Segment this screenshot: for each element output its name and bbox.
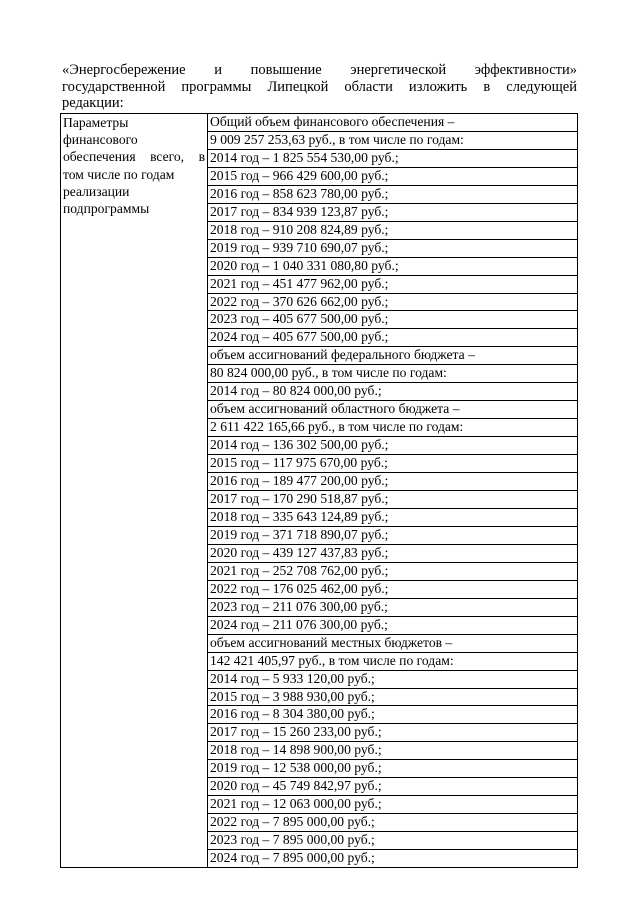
financing-line: 2016 год – 858 623 780,00 руб.; bbox=[208, 186, 577, 204]
financing-line: 2023 год – 405 677 500,00 руб.; bbox=[208, 311, 577, 329]
financing-lines-list bbox=[210, 114, 575, 867]
financing-line: 2023 год – 211 076 300,00 руб.; bbox=[208, 599, 577, 617]
financing-line: 2024 год – 7 895 000,00 руб.; bbox=[210, 850, 375, 866]
parameter-label-line: Параметры bbox=[63, 115, 129, 130]
financing-line: объем ассигнований областного бюджета – bbox=[208, 401, 577, 419]
financing-line: 2020 год – 45 749 842,97 руб.; bbox=[208, 778, 577, 796]
intro-line-2: государственной программы Липецкой области изложить в следующей bbox=[62, 78, 577, 95]
financing-line: 2014 год – 80 824 000,00 руб.; bbox=[208, 383, 577, 401]
financing-line: 2016 год – 8 304 380,00 руб.; bbox=[208, 706, 577, 724]
intro-line-3: редакции: bbox=[62, 95, 124, 111]
parameter-label-line: том числе по годам bbox=[63, 166, 175, 182]
financing-line: 2015 год – 3 988 930,00 руб.; bbox=[208, 689, 577, 707]
intro-line-1: «Энергосбережение и повышение энергетической эффективности» bbox=[62, 62, 577, 78]
financing-line: 80 824 000,00 руб., в том числе по годам: bbox=[208, 365, 577, 383]
financing-line: Общий объем финансового обеспечения – bbox=[208, 114, 577, 132]
financing-line: 2019 год – 12 538 000,00 руб.; bbox=[208, 760, 577, 778]
financing-line: 2015 год – 966 429 600,00 руб.; bbox=[208, 168, 577, 186]
financing-line: 2021 год – 451 477 962,00 руб.; bbox=[208, 276, 577, 294]
financing-line: 2017 год – 15 260 233,00 руб.; bbox=[208, 724, 577, 742]
financing-line: 2019 год – 371 718 890,07 руб.; bbox=[208, 527, 577, 545]
financing-line: 9 009 257 253,63 руб., в том числе по годам: bbox=[208, 132, 577, 150]
financing-line: 2022 год – 7 895 000,00 руб.; bbox=[208, 814, 577, 832]
financing-line: 2020 год – 439 127 437,83 руб.; bbox=[208, 545, 577, 563]
parameter-label-line: реализации bbox=[63, 183, 130, 199]
financing-line: 2022 год – 370 626 662,00 руб.; bbox=[208, 294, 577, 312]
financing-line: 2 611 422 165,66 руб., в том числе по годам: bbox=[208, 419, 577, 437]
financing-line: 2018 год – 910 208 824,89 руб.; bbox=[208, 222, 577, 240]
financing-line: объем ассигнований федерального бюджета – bbox=[208, 347, 577, 365]
parameter-label-line: обеспечения всего, в bbox=[63, 149, 205, 165]
financing-line: 2024 год – 405 677 500,00 руб.; bbox=[208, 329, 577, 347]
financing-line: 2024 год – 211 076 300,00 руб.; bbox=[208, 617, 577, 635]
financing-line: 2015 год – 117 975 670,00 руб.; bbox=[208, 455, 577, 473]
financing-line: 2018 год – 14 898 900,00 руб.; bbox=[208, 742, 577, 760]
financing-line: 2017 год – 170 290 518,87 руб.; bbox=[208, 491, 577, 509]
financing-line: 2014 год – 1 825 554 530,00 руб.; bbox=[208, 150, 577, 168]
financing-values-cell bbox=[208, 114, 578, 868]
table-row bbox=[61, 114, 578, 868]
financing-line: 2014 год – 136 302 500,00 руб.; bbox=[208, 437, 577, 455]
parameter-label-line: подпрограммы bbox=[63, 201, 150, 217]
intro-paragraph bbox=[62, 62, 577, 112]
financing-line: 2021 год – 12 063 000,00 руб.; bbox=[208, 796, 577, 814]
parameters-cell bbox=[61, 114, 208, 868]
financing-line: 2021 год – 252 708 762,00 руб.; bbox=[208, 563, 577, 581]
financing-line: 142 421 405,97 руб., в том числе по годам: bbox=[208, 653, 577, 671]
financing-line: объем ассигнований местных бюджетов – bbox=[208, 635, 577, 653]
financing-line: 2014 год – 5 933 120,00 руб.; bbox=[208, 671, 577, 689]
parameter-label-line: финансового bbox=[63, 132, 138, 148]
financing-line: 2016 год – 189 477 200,00 руб.; bbox=[208, 473, 577, 491]
financing-line: 2023 год – 7 895 000,00 руб.; bbox=[208, 832, 577, 850]
financing-line: 2020 год – 1 040 331 080,80 руб.; bbox=[208, 258, 577, 276]
financing-line: 2019 год – 939 710 690,07 руб.; bbox=[208, 240, 577, 258]
financing-line: 2018 год – 335 643 124,89 руб.; bbox=[208, 509, 577, 527]
financing-line: 2017 год – 834 939 123,87 руб.; bbox=[208, 204, 577, 222]
financing-table bbox=[60, 113, 578, 868]
financing-line: 2022 год – 176 025 462,00 руб.; bbox=[208, 581, 577, 599]
